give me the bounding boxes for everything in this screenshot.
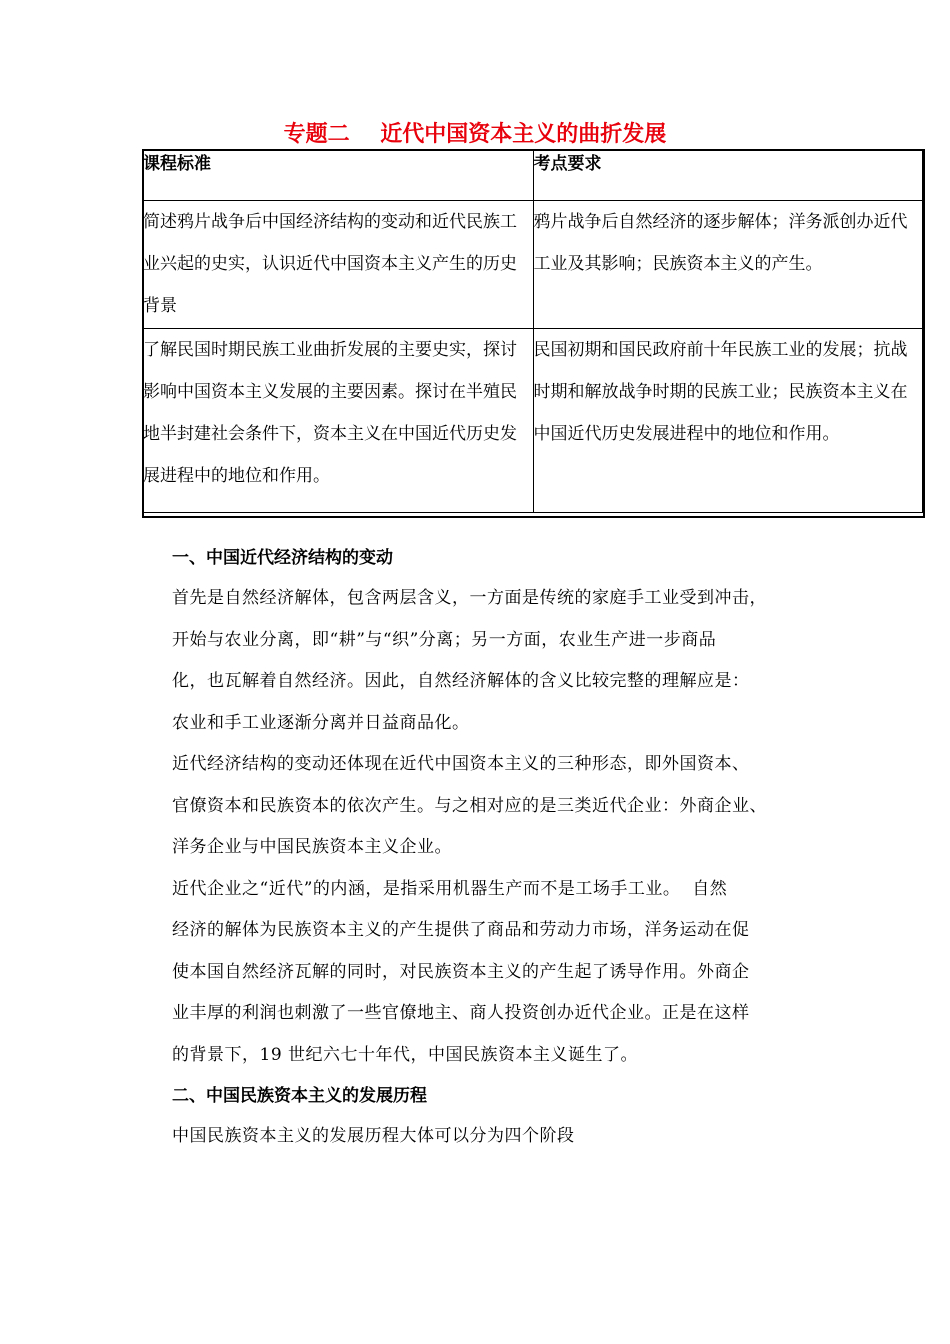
section-heading: 二、中国民族资本主义的发展历程 bbox=[172, 1086, 427, 1106]
table-row bbox=[143, 201, 923, 329]
paragraph-line: 使本国自然经济瓦解的同时，对民族资本主义的产生起了诱导作用。外商企 bbox=[172, 961, 750, 982]
paragraph bbox=[172, 869, 832, 1077]
paragraph bbox=[172, 744, 832, 869]
section-heading: 一、中国近代经济结构的变动 bbox=[172, 548, 393, 568]
body-content bbox=[172, 538, 832, 1158]
paragraph bbox=[172, 1116, 832, 1158]
curriculum-table bbox=[142, 149, 923, 513]
table-cell-standard: 简述鸦片战争后中国经济结构的变动和近代民族工业兴起的史实，认识近代中国资本主义产生的历史背景 bbox=[143, 201, 534, 329]
table-row bbox=[143, 329, 923, 513]
table-header-standard: 课程标准 bbox=[143, 150, 534, 201]
paragraph-line: 化，也瓦解着自然经济。因此，自然经济解体的含义比较完整的理解应是： bbox=[172, 671, 750, 691]
paragraph bbox=[172, 578, 832, 744]
paragraph-line: 业丰厚的利润也刺激了一些官僚地主、商人投资创办近代企业。正是在这样 bbox=[172, 1003, 750, 1023]
paragraph-line: 近代经济结构的变动还体现在近代中国资本主义的三种形态，即外国资本、 bbox=[172, 754, 750, 774]
paragraph-line: 经济的解体为民族资本主义的产生提供了商品和劳动力市场，洋务运动在促 bbox=[172, 920, 750, 940]
paragraph-line: 近代企业之“近代”的内涵，是指采用机器生产而不是工场手工业。 自然 bbox=[172, 878, 728, 899]
paragraph-line: 官僚资本和民族资本的依次产生。与之相对应的是三类近代企业：外商企业、 bbox=[172, 795, 767, 816]
table-header-row bbox=[143, 150, 923, 201]
table-cell-requirement: 鸦片战争后自然经济的逐步解体；洋务派创办近代工业及其影响；民族资本主义的产生。 bbox=[533, 201, 923, 329]
paragraph-line: 首先是自然经济解体，包含两层含义，一方面是传统的家庭手工业受到冲击， bbox=[172, 588, 767, 608]
table-header-requirement: 考点要求 bbox=[533, 150, 923, 201]
paragraph-line: 农业和手工业逐渐分离并日益商品化。 bbox=[172, 712, 470, 733]
paragraph-line: 洋务企业与中国民族资本主义企业。 bbox=[172, 837, 452, 857]
paragraph-line: 的背景下，19 世纪六七十年代，中国民族资本主义诞生了。 bbox=[172, 1044, 639, 1065]
paragraph-line: 开始与农业分离，即“耕”与“织”分离；另一方面，农业生产进一步商品 bbox=[172, 629, 717, 650]
table-cell-requirement: 民国初期和国民政府前十年民族工业的发展；抗战时期和解放战争时期的民族工业；民族资本主义在中国近代历史发展进程中的地位和作用。 bbox=[533, 329, 923, 513]
paragraph-line: 中国民族资本主义的发展历程大体可以分为四个阶段 bbox=[172, 1126, 575, 1146]
table-cell-standard: 了解民国时期民族工业曲折发展的主要史实，探讨影响中国资本主义发展的主要因素。探讨在半殖民地半封建社会条件下，资本主义在中国近代历史发展进程中的地位和作用。 bbox=[143, 329, 534, 513]
page-title: 专题二 近代中国资本主义的曲折发展 bbox=[283, 122, 667, 147]
